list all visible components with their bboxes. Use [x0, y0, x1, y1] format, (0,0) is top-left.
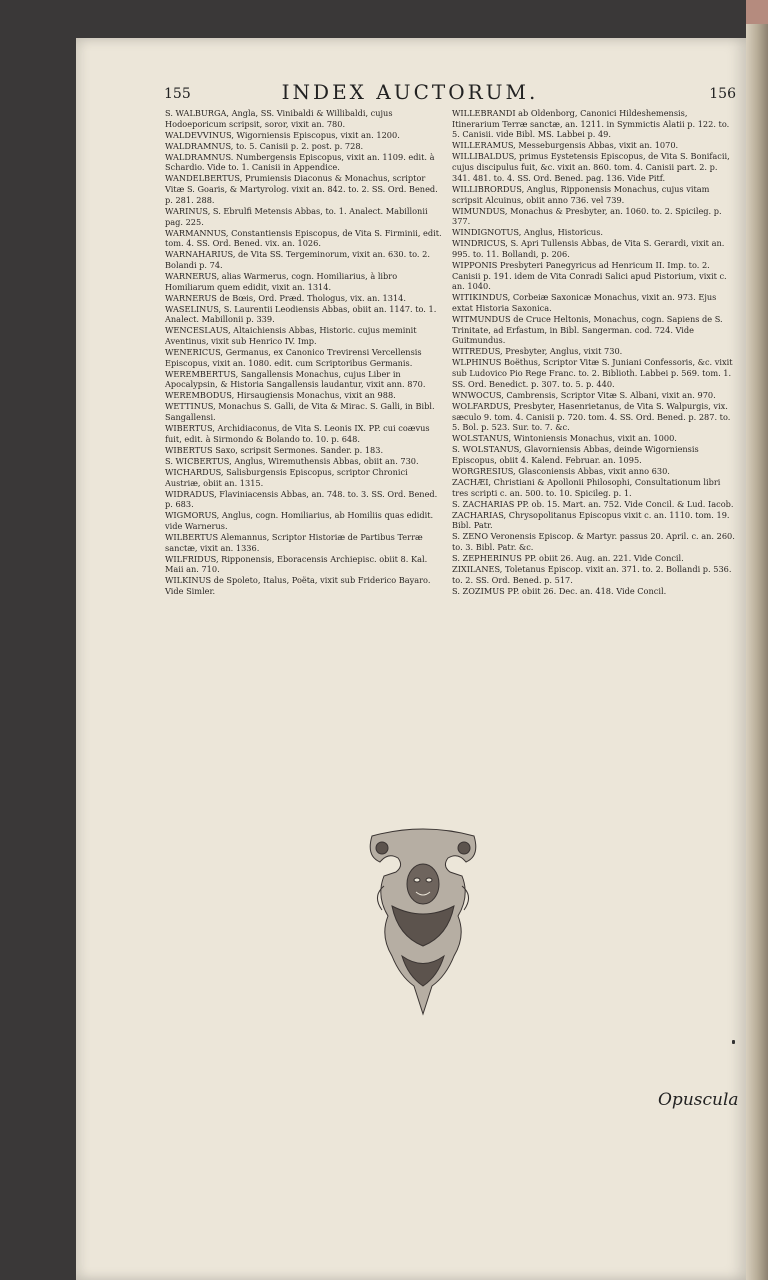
index-entry: WICHARDUS, Salisburgensis Episcopus, scriptor Chronici Austriæ, obiit an. 1315. — [165, 466, 408, 488]
index-entry: WILBERTUS Alemannus, Scriptor Historiæ de Partibus Terræ sanctæ, vixit an. 1336. — [165, 531, 423, 553]
index-entry: WILLIBRORDUS, Anglus, Ripponensis Monachus, cujus vitam scripsit Alcuinus, obiit anno 736. vel 739. — [452, 183, 710, 205]
index-entry: WETTINUS, Monachus S. Galli, de Vita & Mirac. S. Galli, in Bibl. Sangallensi. — [165, 401, 435, 423]
index-entry: WORGRESIUS, Glasconiensis Abbas, vixit anno 630. — [452, 465, 670, 476]
index-entry: WARNERUS de Bœis, Ord. Præd. Thologus, vix. an. 1314. — [165, 292, 406, 303]
index-entry: WALDEVVINUS, Wigorniensis Episcopus, vixit an. 1200. — [165, 129, 400, 140]
index-entry: WINDIGNOTUS, Anglus, Historicus. — [452, 227, 604, 238]
index-entry: WILFRIDUS, Ripponensis, Eboracensis Archiepisc. obiit 8. Kal. Maii an. 710. — [165, 553, 428, 575]
index-entry: ZACHÆI, Christiani & Apollonii Philosophi, Consultationum libri tres scripti c. an. 500. to. 10. Spicileg. p. 1. — [452, 476, 721, 498]
index-entry: S. WALBURGA, Angla, SS. Vinibaldi & Willibaldi, cujus Hodoeporicum scripsit, soror, vixit an. 780. — [165, 108, 393, 129]
index-entry: WEREMBODUS, Hirsaugiensis Monachus, vixit an 988. — [165, 390, 396, 401]
catchword: Opuscula — [658, 1090, 739, 1110]
index-entry: WALDRAMNUS, to. 5. Canisii p. 2. post. p. 728. — [165, 140, 364, 151]
index-entry: WALDRAMNUS. Numbergensis Episcopus, vixit an. 1109. edit. à Schardio. Vide to. 1. Canisii in Appendice. — [165, 151, 435, 173]
index-entry: WIGMORUS, Anglus, cogn. Homiliarius, ab Homiliis quas edidit. vide Warnerus. — [165, 510, 434, 531]
index-entry: WIBERTUS Saxo, scripsit Sermones. Sander. p. 183. — [165, 444, 384, 455]
index-entry: WLPHINUS Boëthus, Scriptor Vitæ S. Juniani Confessoris, &c. vixit sub Ludovico Pio Rege Franc. to. 2. Biblioth. Labbei p. 569. tom. 1. SS. Ord. Benedict. p. 307. to. 5. p. 440. — [452, 357, 733, 389]
index-entry: WEREMBERTUS, Sangallensis Monachus, cujus Liber in Apocalypsin, & Historia Sangallensis laudantur, vixit ann. 870. — [165, 368, 426, 390]
index-entry: WOLFARDUS, Presbyter, Hasenrietanus, de Vita S. Walpurgis, vix. sæculo 9. tom. 4. Canisii p. 720. tom. 4. SS. Ord. Bened. p. 287. to. 5. Bol. p. 523. Sur. to. 7. &c. — [452, 400, 731, 433]
index-entry: WINDRICUS, S. Apri Tullensis Abbas, de Vita S. Gerardi, vixit an. 995. to. 11. Bollandi, p. 206. — [452, 238, 725, 259]
index-entry: WIBERTUS, Archidiaconus, de Vita S. Leonis IX. PP. cui coævus fuit, edit. à Sirmondo & Bolando to. 10. p. 648. — [165, 423, 430, 444]
index-entry: WIMUNDUS, Monachus & Presbyter, an. 1060. to. 2. Spicileg. p. 377. — [452, 205, 722, 227]
index-entry: WNWOCUS, Cambrensis, Scriptor Vitæ S. Albani, vixit an. 970. — [452, 389, 716, 400]
index-entry: WILLERAMUS, Messeburgensis Abbas, vixit an. 1070. — [452, 140, 679, 151]
index-entry: WIDRADUS, Flaviniacensis Abbas, an. 748. to. 3. SS. Ord. Bened. p. 683. — [165, 488, 438, 510]
index-entry: S. ZEPHERINUS PP. obiit 26. Aug. an. 221. Vide Concil. — [452, 553, 684, 564]
index-entry: WOLSTANUS, Wintoniensis Monachus, vixit an. 1000. — [452, 433, 677, 444]
index-entry: WILLEBRANDI ab Oldenborg, Canonici Hildeshemensis, Itinerarium Terræ sanctæ, an. 1211. in Symmictis Alatii p. 122. to. 5. Canisii. vide Bibl. MS. Labbei p. 49. — [452, 108, 730, 140]
ornament-icon — [362, 826, 484, 1016]
index-entry: ZIXILANES, Toletanus Episcop. vixit an. 371. to. 2. Bollandi p. 536. to. 2. SS. Ord. Bened. p. 517. — [452, 564, 732, 585]
index-entry: WILKINUS de Spoleto, Italus, Poëta, vixit sub Friderico Bayaro. Vide Simler. — [165, 575, 431, 597]
index-entry: WITIKINDUS, Corbeiæ Saxonicæ Monachus, vixit an. 973. Ejus extat Historia Saxonica. — [452, 292, 717, 314]
index-entry: WARINUS, S. Ebrulfi Metensis Abbas, to. 1. Analect. Mabillonii pag. 225. — [165, 205, 428, 227]
page-edge — [746, 0, 768, 1280]
index-entry: S. WICBERTUS, Anglus, Wiremuthensis Abbas, obiit an. 730. — [165, 455, 419, 466]
index-entry: WENERICUS, Germanus, ex Canonico Trevirensi Vercellensis Episcopus, vixit an. 1080. edit. cum Scriptoribus Germanis. — [165, 347, 422, 368]
page-title: INDEX AUCTORUM. — [281, 80, 539, 104]
right-page-number: 156 — [709, 86, 736, 102]
index-entry: S. WOLSTANUS, Glavorniensis Abbas, deinde Wigorniensis Episcopus, obiit 4. Kalend. Februar. an. 1095. — [452, 444, 699, 465]
index-entry: S. ZOZIMUS PP. obiit 26. Dec. an. 418. Vide Concil. — [452, 585, 667, 596]
index-entry: WILLIBALDUS, primus Eystetensis Episcopus, de Vita S. Bonifacii, cujus discipulus fuit, &c. vixit an. 860. tom. 4. Canisii part. 2. p. 341. 481. to. 4. SS. Ord. Bened. pag. 136. Vide Pitf. — [452, 151, 730, 183]
index-entry: S. ZACHARIAS PP. ob. 15. Mart. an. 752. Vide Concil. & Lud. Iacob. — [452, 498, 734, 509]
ink-mark — [732, 1040, 735, 1044]
index-entry: S. ZENO Veronensis Episcop. & Martyr. passus 20. April. c. an. 260. to. 3. Bibl. Patr. &c. — [452, 531, 735, 553]
index-entry: WITREDUS, Presbyter, Anglus, vixit 730. — [452, 346, 623, 357]
index-entry: WARNERUS, alias Warmerus, cogn. Homiliarius, à libro Homiliarum quem edidit, vixit an. 1314. — [165, 270, 398, 292]
index-entry: WASELINUS, S. Laurentii Leodiensis Abbas, obiit an. 1147. to. 1. Analect. Mabillonii p. 339. — [165, 303, 437, 325]
index-entry: WIPPONIS Presbyteri Panegyricus ad Henricum II. Imp. to. 2. Canisii p. 191. idem de Vita Conradi Salici apud Pistorium, vixit c. an. 1040. — [452, 259, 727, 292]
index-entry: WARNAHARIUS, de Vita SS. Tergeminorum, vixit an. 630. to. 2. Bolandi p. 74. — [165, 249, 430, 270]
left-column — [165, 108, 445, 597]
right-column — [452, 108, 737, 597]
left-page-number: 155 — [164, 86, 191, 102]
page-header — [90, 80, 736, 106]
index-entry: WENCESLAUS, Altaichiensis Abbas, Historic. cujus meminit Aventinus, vixit sub Henrico IV. Imp. — [165, 325, 417, 347]
bookmark-ribbon — [746, 0, 768, 24]
index-entry: ZACHARIAS, Chrysopolitanus Episcopus vixit c. an. 1110. tom. 19. Bibl. Patr. — [452, 509, 730, 531]
index-entry: WITMUNDUS de Cruce Heltonis, Monachus, cogn. Sapiens de S. Trinitate, ad Erfastum, in Bibl. Sangerman. cod. 724. Vide Guitmundus. — [452, 314, 723, 346]
index-entry: WARMANNUS, Constantiensis Episcopus, de Vita S. Firminii, edit. tom. 4. SS. Ord. Bened. vix. an. 1026. — [165, 227, 442, 249]
index-entry: WANDELBERTUS, Prumiensis Diaconus & Monachus, scriptor Vitæ S. Goaris, & Martyrolog. vixit an. 842. to. 2. SS. Ord. Bened. p. 281. 288. — [165, 173, 438, 205]
